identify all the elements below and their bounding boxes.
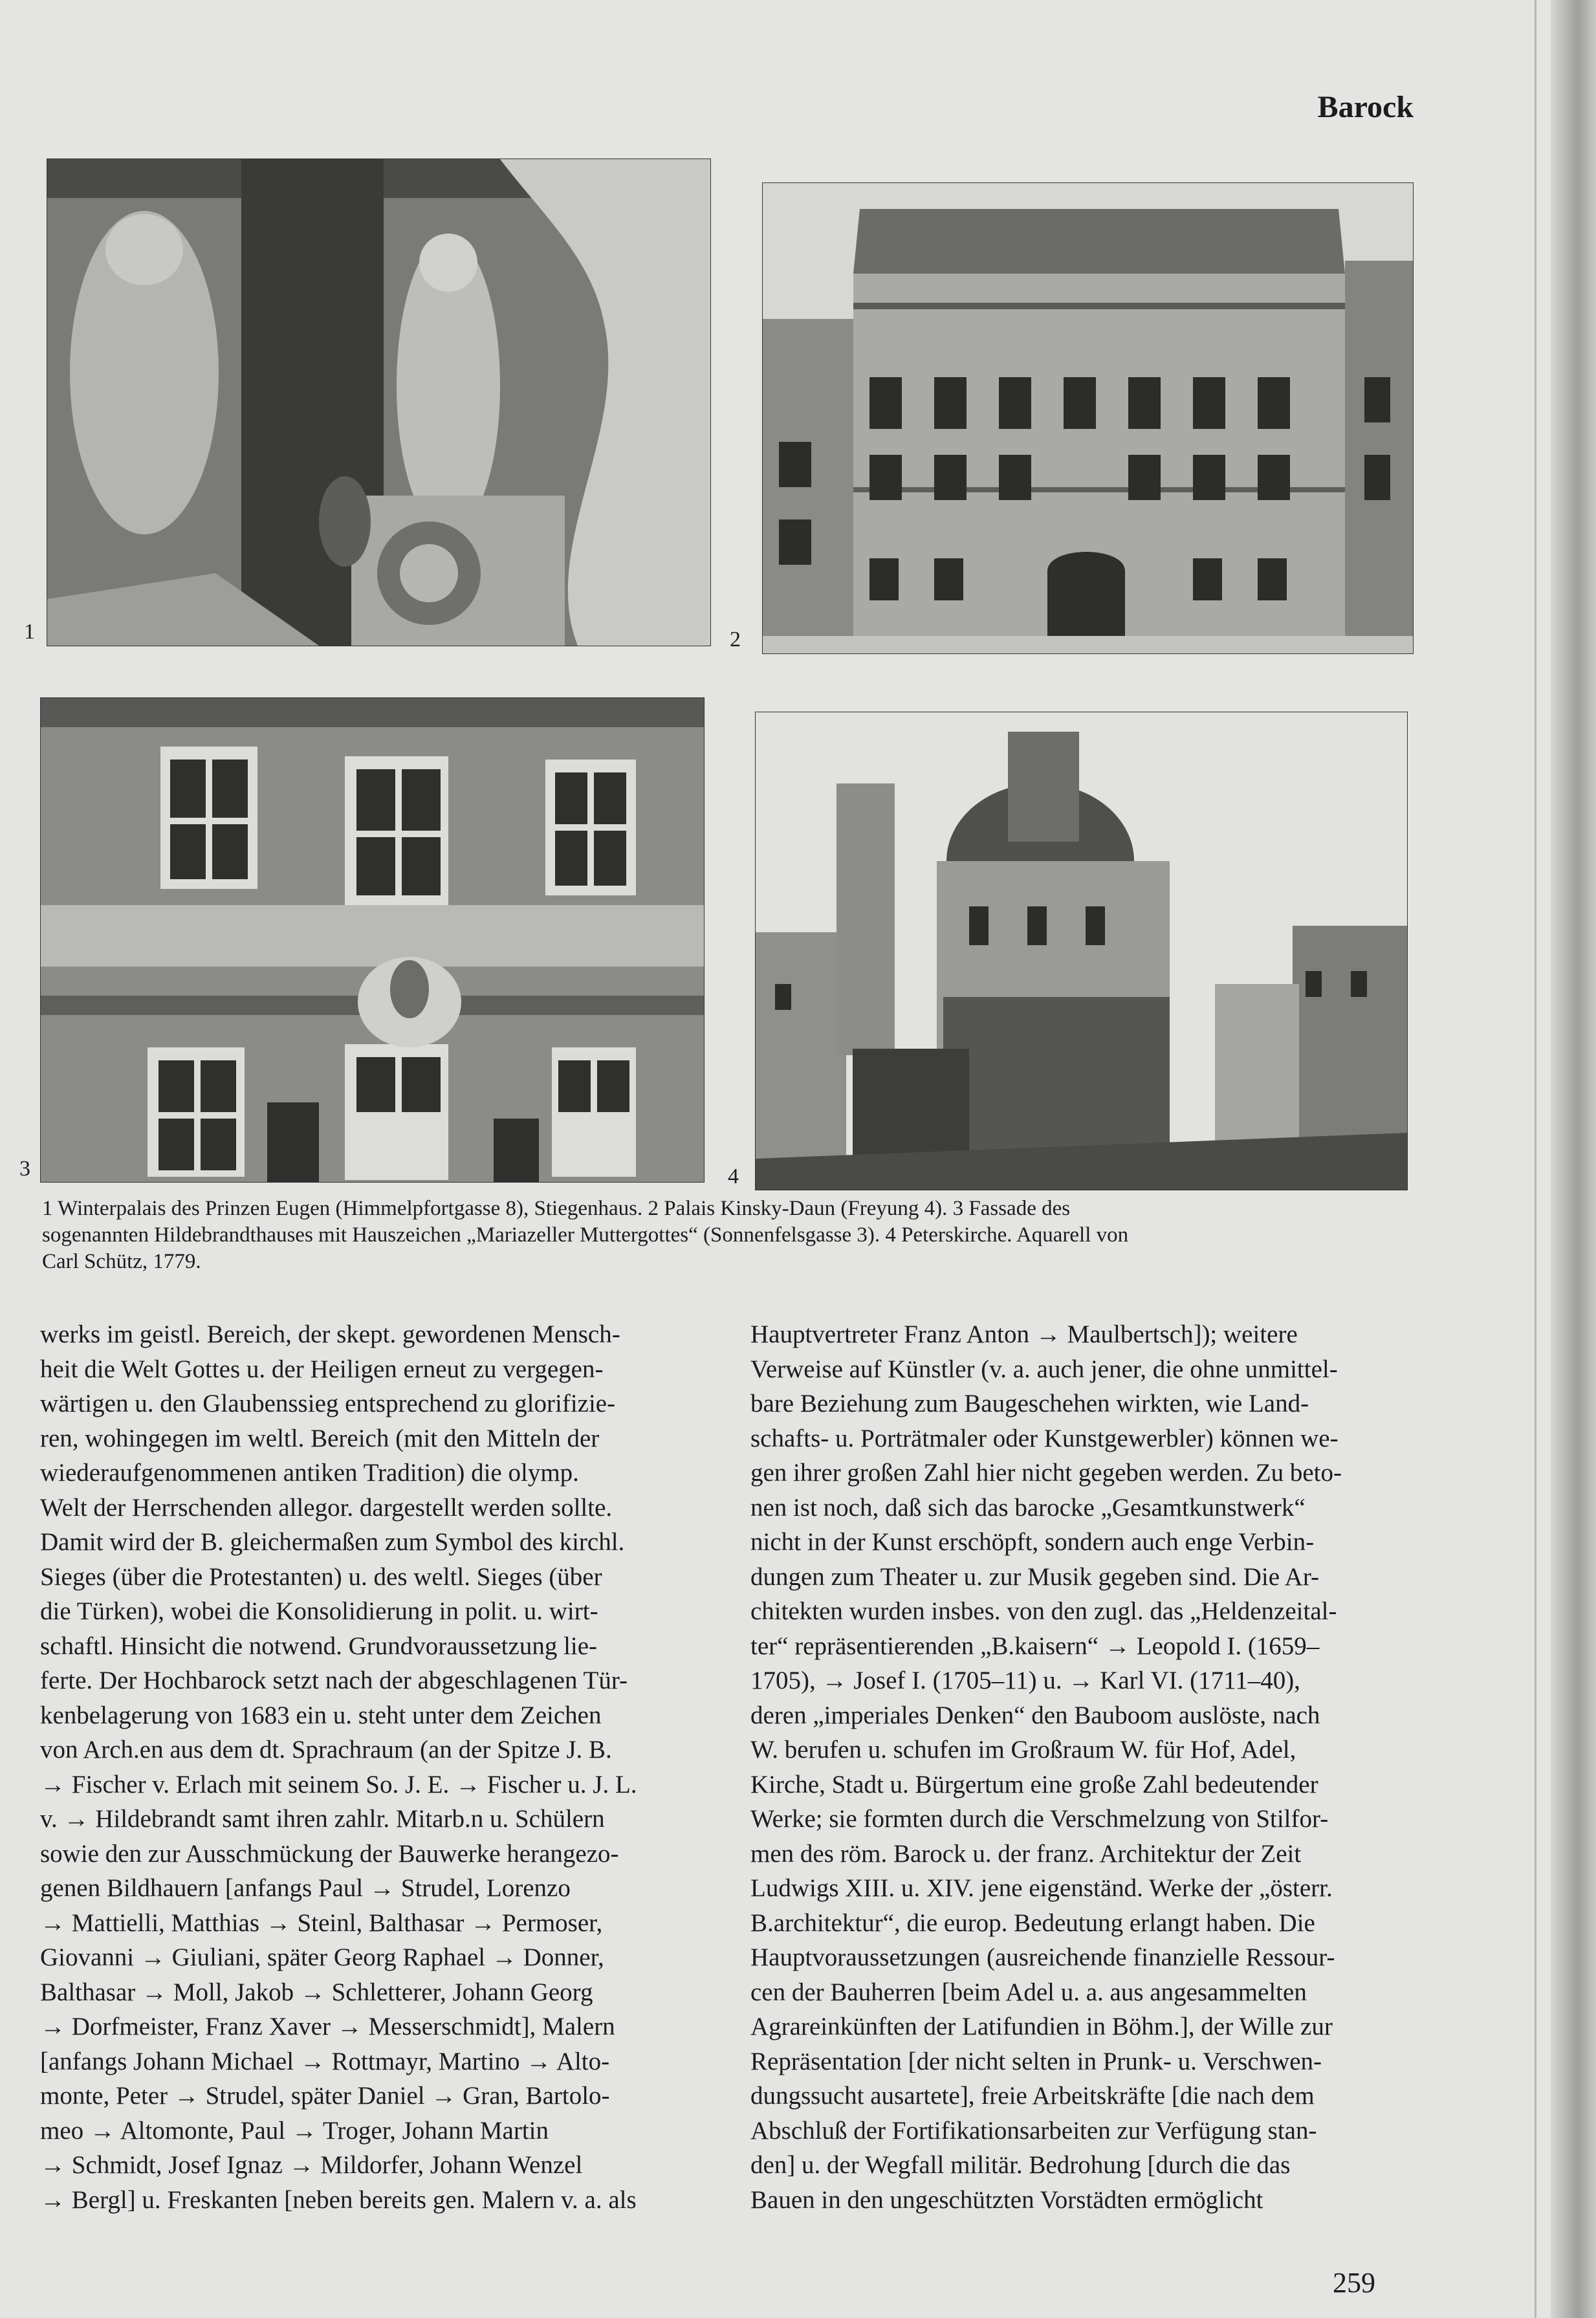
text-line: → Bergl] u. Freskanten [neben bereits gen. Malern v. a. als xyxy=(40,2185,637,2214)
page-number: 259 xyxy=(1333,2267,1375,2299)
text-line: wärtigen u. den Glaubenssieg entsprechend zu glorifizie- xyxy=(40,1390,616,1417)
page-edge xyxy=(1551,0,1596,2318)
text-line: 1705), → Josef I. (1705–11) u. → Karl VI. (1711–40), xyxy=(750,1667,1300,1694)
text-line: ter“ repräsentierenden „B.kaisern“ → Leopold I. (1659– xyxy=(750,1632,1320,1660)
text-line: monte, Peter → Strudel, später Daniel → Gran, Bartolo- xyxy=(40,2082,610,2110)
text-line: Bauen in den ungeschützten Vorstädten ermöglicht xyxy=(750,2185,1263,2214)
text-line: Welt der Herrschenden allegor. dargestellt werden sollte. xyxy=(40,1493,613,1522)
text-line: kenbelagerung von 1683 ein u. steht unter dem Zeichen xyxy=(40,1701,602,1729)
text-line: die Türken), wobei die Konsolidierung in polit. u. wirt- xyxy=(40,1597,598,1625)
text-line: Giovanni → Giuliani, später Georg Raphael → Donner, xyxy=(40,1943,604,1971)
left-text-column xyxy=(40,1317,687,2217)
text-line: den] u. der Wegfall militär. Bedrohung [durch die das xyxy=(750,2151,1291,2179)
text-line: B.architektur“, die europ. Bedeutung erlangt haben. Die xyxy=(750,1908,1315,1937)
text-line: werks im geistl. Bereich, der skept. gewordenen Mensch- xyxy=(40,1320,620,1348)
text-line: sowie den zur Ausschmückung der Bauwerke herangezo- xyxy=(40,1839,619,1868)
text-line: → Mattielli, Matthias → Steinl, Balthasar → Permoser, xyxy=(40,1908,603,1937)
figure-4-photo xyxy=(755,712,1408,1190)
text-line: Repräsentation [der nicht selten in Prunk- u. Verschwen- xyxy=(750,2047,1322,2075)
text-line: dungen zum Theater u. zur Musik gegeben sind. Die Ar- xyxy=(750,1562,1320,1591)
text-line: → Fischer v. Erlach mit seinem So. J. E. → Fischer u. J. L. xyxy=(40,1770,637,1799)
text-line: meo → Altomonte, Paul → Troger, Johann Martin xyxy=(40,2116,549,2145)
text-line: W. berufen u. schufen im Großraum W. für Hof, Adel, xyxy=(750,1736,1296,1764)
figure-3-photo xyxy=(40,697,705,1183)
text-line: ferte. Der Hochbarock setzt nach der abgeschlagenen Tür- xyxy=(40,1667,628,1694)
text-line: v. → Hildebrandt samt ihren zahlr. Mitarb.n u. Schülern xyxy=(40,1805,605,1833)
text-line: [anfangs Johann Michael → Rottmayr, Martino → Alto- xyxy=(40,2047,610,2075)
figure-3-number: 3 xyxy=(19,1157,30,1181)
figure-2-number: 2 xyxy=(730,628,741,651)
figure-1-number: 1 xyxy=(24,620,35,644)
text-line: bare Beziehung zum Baugeschehen wirkten, wie Land- xyxy=(750,1390,1309,1417)
text-line: Sieges (über die Protestanten) u. des weltl. Sieges (über xyxy=(40,1562,602,1591)
text-line: schaftl. Hinsicht die notwend. Grundvoraussetzung lie- xyxy=(40,1632,598,1660)
running-head: Barock xyxy=(1317,90,1414,124)
text-line: Ludwigs XIII. u. XIV. jene eigenständ. Werke der „österr. xyxy=(750,1874,1333,1902)
text-line: Damit wird der B. gleichermaßen zum Symbol des kirchl. xyxy=(40,1528,625,1556)
caption-line: sogenannten Hildebrandthauses mit Hauszeichen „Mariazeller Muttergottes“ (Sonnenfelsgasse 3). 4 Peterskirche. Aquarell von xyxy=(42,1223,1129,1247)
text-line: Hauptvoraussetzungen (ausreichende finanzielle Ressour- xyxy=(750,1943,1335,1971)
text-line: Abschluß der Fortifikationsarbeiten zur Verfügung stan- xyxy=(750,2116,1317,2145)
text-line: Hauptvertreter Franz Anton → Maulbertsch]); weitere xyxy=(750,1320,1298,1348)
figure-caption xyxy=(42,1196,1336,1275)
text-line: chitekten wurden insbes. von den zugl. das „Heldenzeital- xyxy=(750,1597,1337,1625)
text-line: nicht in der Kunst erschöpft, sondern auch enge Verbin- xyxy=(750,1528,1315,1556)
text-line: genen Bildhauern [anfangs Paul → Strudel, Lorenzo xyxy=(40,1874,571,1902)
caption-line: Carl Schütz, 1779. xyxy=(42,1250,201,1273)
figure-2-photo xyxy=(762,182,1414,654)
right-text-column xyxy=(750,1317,1397,2217)
text-line: Werke; sie formten durch die Verschmelzung von Stilfor- xyxy=(750,1805,1329,1833)
text-line: men des röm. Barock u. der franz. Architektur der Zeit xyxy=(750,1839,1302,1868)
text-line: gen ihrer großen Zahl hier nicht gegeben werden. Zu beto- xyxy=(750,1459,1342,1487)
figure-4-number: 4 xyxy=(728,1164,739,1188)
text-line: ren, wohingegen im weltl. Bereich (mit den Mitteln der xyxy=(40,1424,600,1452)
text-line: schafts- u. Porträtmaler oder Kunstgewerbler) können we- xyxy=(750,1424,1339,1452)
caption-line: 1 Winterpalais des Prinzen Eugen (Himmelpfortgasse 8), Stiegenhaus. 2 Palais Kinsky-Daun (Freyung 4). 3 Fassade des xyxy=(42,1197,1071,1220)
text-line: cen der Bauherren [beim Adel u. a. aus angesammelten xyxy=(750,1978,1307,2006)
text-line: wiederaufgenommenen antiken Tradition) die olymp. xyxy=(40,1459,579,1487)
text-line: dungssucht ausartete], freie Arbeitskräfte [die nach dem xyxy=(750,2082,1315,2110)
text-line: Kirche, Stadt u. Bürgertum eine große Zahl bedeutender xyxy=(750,1770,1318,1799)
text-line: → Dorfmeister, Franz Xaver → Messerschmidt], Malern xyxy=(40,2013,615,2040)
text-line: nen ist noch, daß sich das barocke „Gesamtkunstwerk“ xyxy=(750,1493,1306,1522)
figure-1-photo xyxy=(47,159,711,646)
text-line: heit die Welt Gottes u. der Heiligen erneut zu vergegen- xyxy=(40,1355,604,1383)
text-line: → Schmidt, Josef Ignaz → Mildorfer, Johann Wenzel xyxy=(40,2151,583,2179)
text-line: deren „imperiales Denken“ den Bauboom auslöste, nach xyxy=(750,1701,1320,1729)
text-line: von Arch.en aus dem dt. Sprachraum (an der Spitze J. B. xyxy=(40,1736,612,1764)
text-line: Balthasar → Moll, Jakob → Schletterer, Johann Georg xyxy=(40,1978,593,2006)
text-line: Verweise auf Künstler (v. a. auch jener, die ohne unmittel- xyxy=(750,1355,1338,1383)
text-line: Agrareinkünften der Latifundien in Böhm.], der Wille zur xyxy=(750,2013,1333,2040)
page-gutter-line xyxy=(1535,0,1536,2318)
